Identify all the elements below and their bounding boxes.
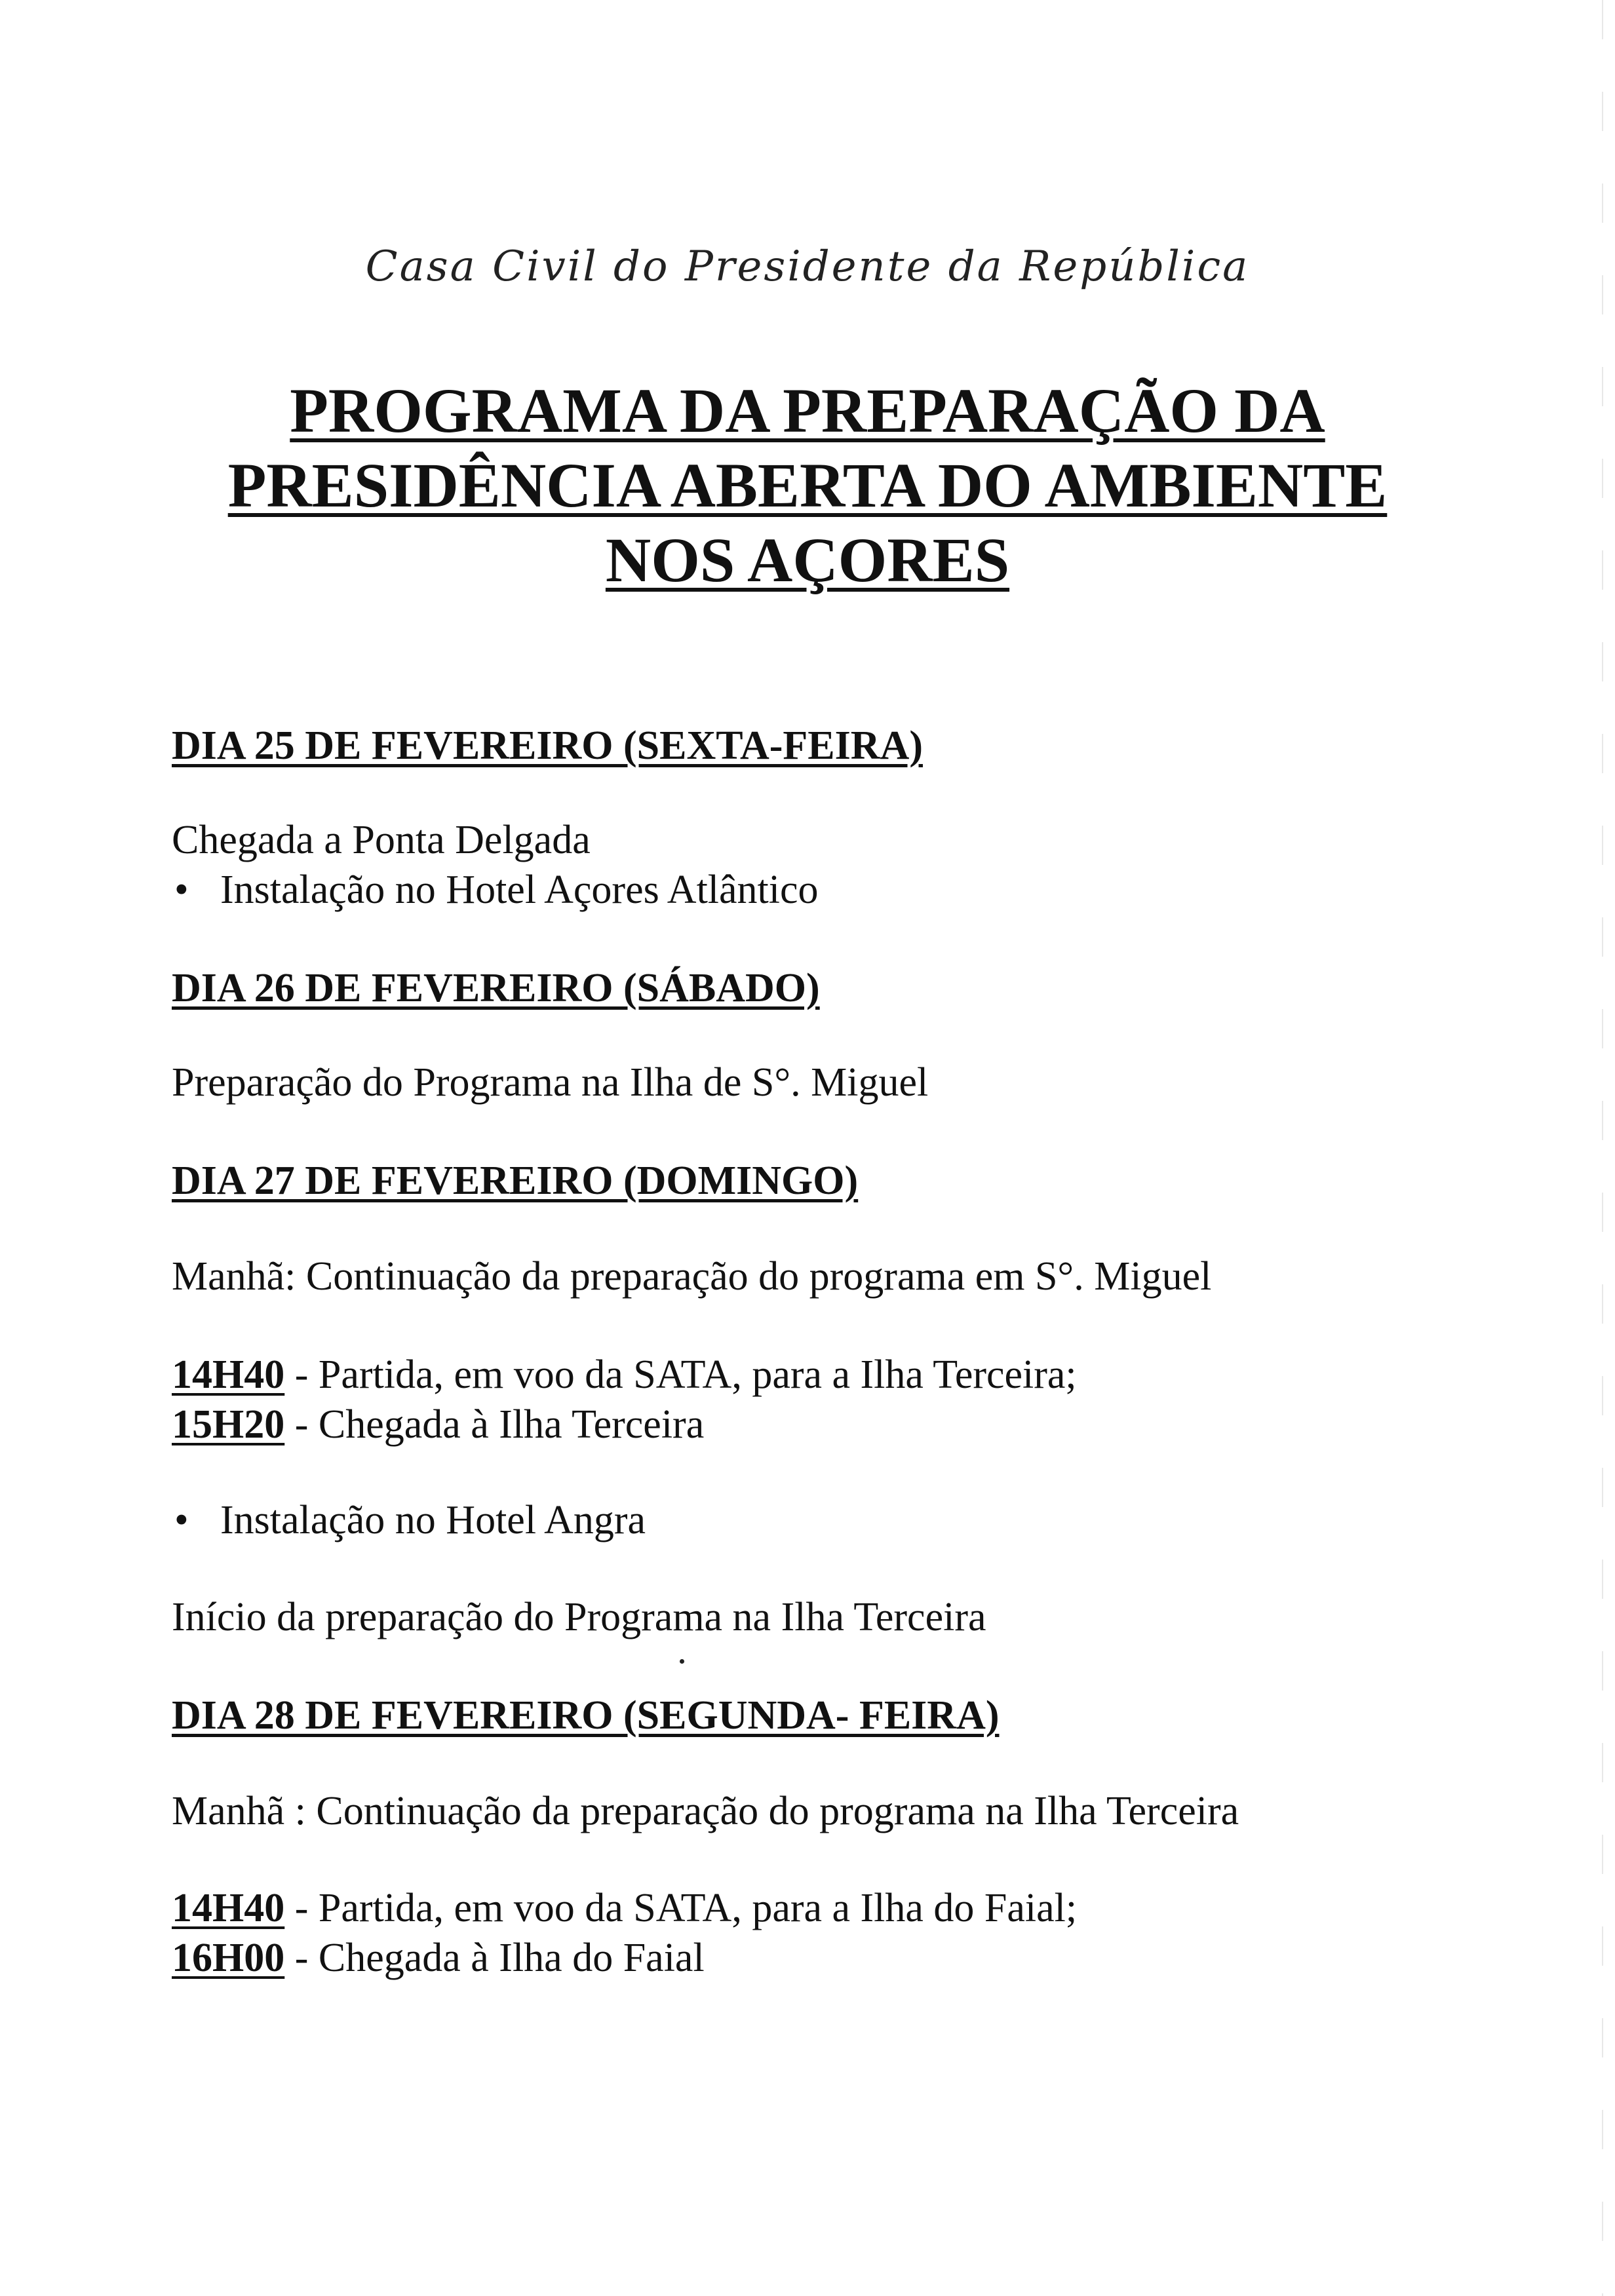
- title-line-2: PRESIDÊNCIA ABERTA DO AMBIENTE: [227, 450, 1388, 520]
- arrival-time: 16H00: [172, 1936, 285, 1980]
- day-28-arrival: [172, 1933, 705, 1983]
- departure-time: 14H40: [172, 1886, 285, 1930]
- day-25-arrival: Chegada a Ponta Delgada: [172, 818, 591, 862]
- day-28-morning: Manhã : Continuação da preparação do programa na Ilha Terceira: [172, 1789, 1239, 1833]
- day-26-text: Preparação do Programa na Ilha de S°. Miguel: [172, 1060, 929, 1105]
- day-heading-26: DIA 26 DE FEVEREIRO (SÁBADO): [172, 966, 820, 1010]
- day-27-departure: [172, 1350, 1077, 1400]
- title-line-1: PROGRAMA DA PREPARAÇÃO DA: [290, 375, 1325, 446]
- departure-time: 14H40: [172, 1352, 285, 1397]
- day-25-bullet-item: [172, 865, 819, 915]
- day-27-start: Início da preparação do Programa na Ilha Terceira: [172, 1595, 986, 1639]
- bullet-icon: •: [174, 1498, 189, 1542]
- document-title: [0, 373, 1615, 598]
- day-28-departure: [172, 1883, 1077, 1933]
- day-heading-28: DIA 28 DE FEVEREIRO (SEGUNDA- FEIRA): [172, 1693, 1000, 1738]
- bullet-icon: •: [174, 868, 189, 912]
- title-line-3: NOS AÇORES: [605, 525, 1010, 595]
- scan-speck: [680, 1659, 684, 1664]
- arrival-text: - Chegada à Ilha Terceira: [284, 1402, 705, 1447]
- departure-text: - Partida, em voo da SATA, para a Ilha Terceira;: [284, 1352, 1077, 1397]
- day-heading-27: DIA 27 DE FEVEREIRO (DOMINGO): [172, 1158, 859, 1203]
- day-27-bullet-item: [172, 1495, 646, 1545]
- day-heading-25: DIA 25 DE FEVEREIRO (SEXTA-FEIRA): [172, 723, 923, 768]
- bullet-text: Instalação no Hotel Açores Atlântico: [220, 868, 819, 912]
- bullet-text: Instalação no Hotel Angra: [220, 1498, 646, 1542]
- departure-text: - Partida, em voo da SATA, para a Ilha do Faial;: [284, 1886, 1078, 1930]
- scan-edge-artifact: [1602, 0, 1603, 2296]
- letterhead: Casa Civil do Presidente da República: [365, 242, 1250, 291]
- arrival-time: 15H20: [172, 1402, 285, 1447]
- arrival-text: - Chegada à Ilha do Faial: [284, 1936, 705, 1980]
- day-27-arrival: [172, 1400, 704, 1449]
- day-27-morning: Manhã: Continuação da preparação do programa em S°. Miguel: [172, 1254, 1212, 1299]
